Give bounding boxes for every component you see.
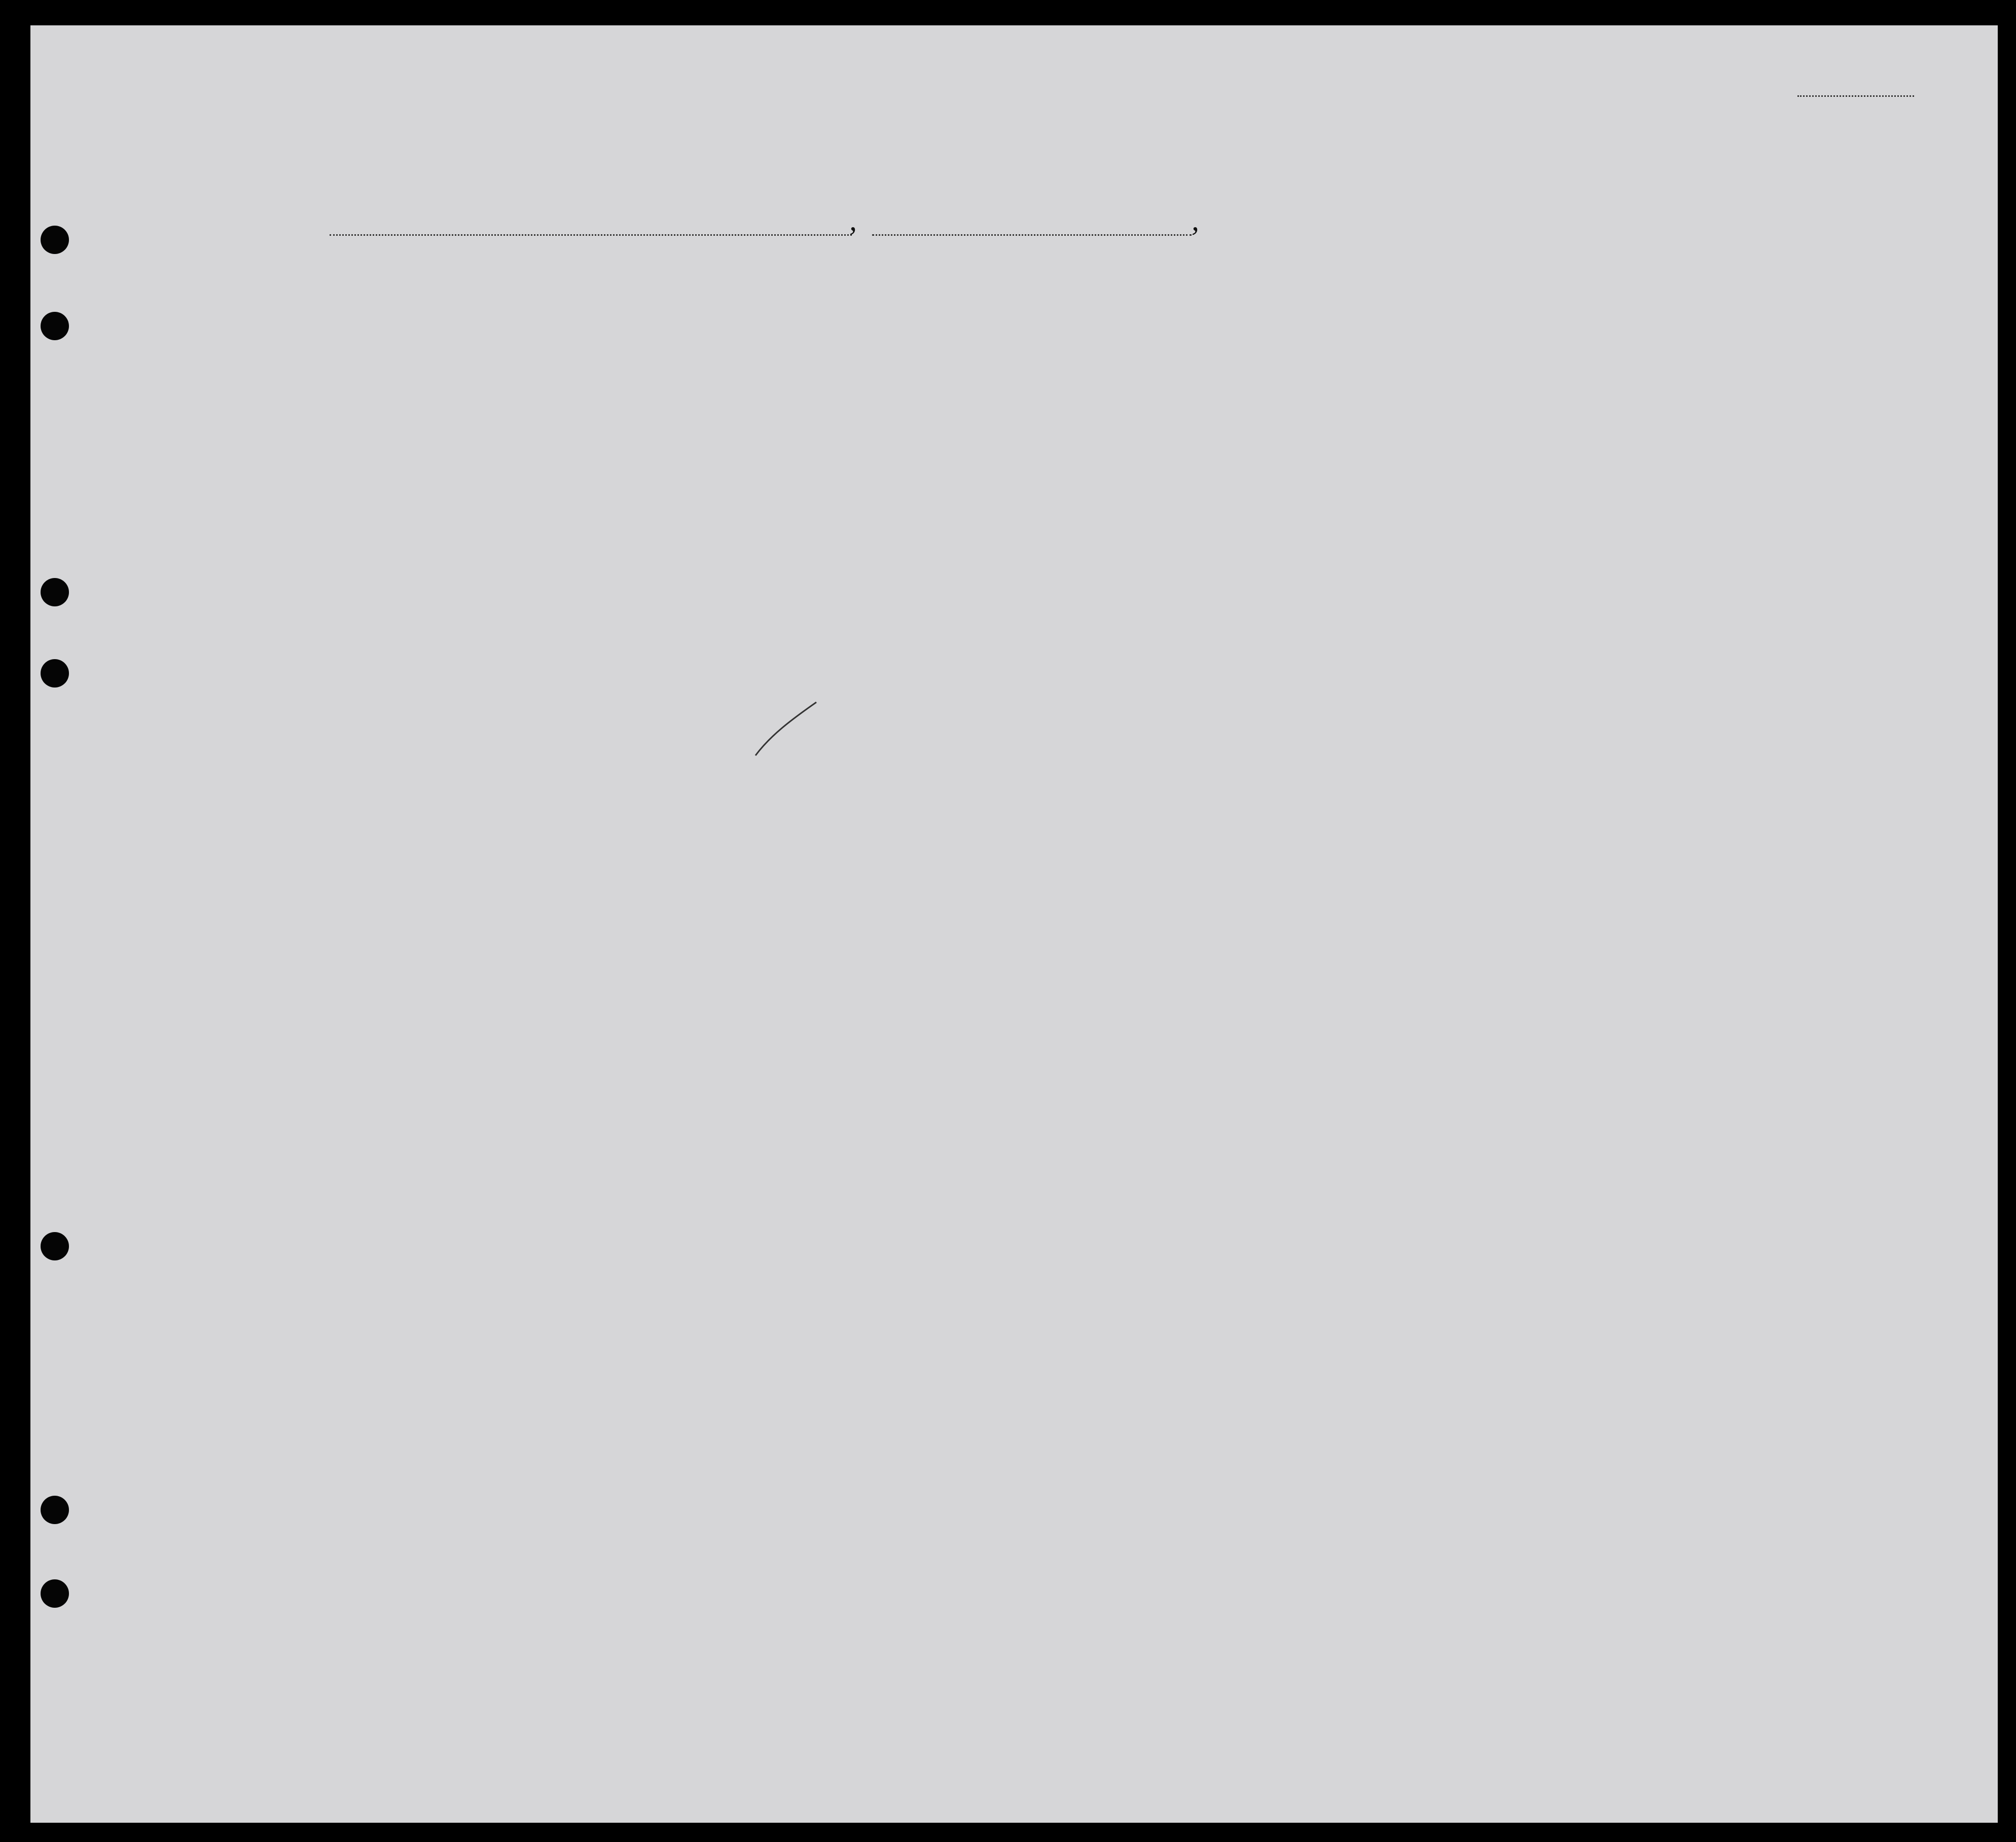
header-prison xyxy=(1283,304,1308,431)
header-purpose-length xyxy=(1213,335,1238,436)
header-excluded xyxy=(1481,304,1501,431)
comma: , xyxy=(1192,203,1199,237)
comma: , xyxy=(849,203,857,237)
handwritten-stroke xyxy=(750,700,821,761)
header-purpose-return xyxy=(1169,335,1199,436)
header-overthrow xyxy=(1379,304,1430,431)
header-ticket xyxy=(565,299,590,431)
header-offer-labor xyxy=(1435,304,1481,431)
header-feet xyxy=(1650,401,1666,431)
header-inches xyxy=(1673,390,1688,431)
header-arrested xyxy=(1504,304,1524,431)
header-anarchist xyxy=(1359,304,1374,431)
header-polygamist xyxy=(1334,304,1349,431)
header-money xyxy=(699,299,724,431)
header-purpose-citizen xyxy=(1247,335,1275,436)
